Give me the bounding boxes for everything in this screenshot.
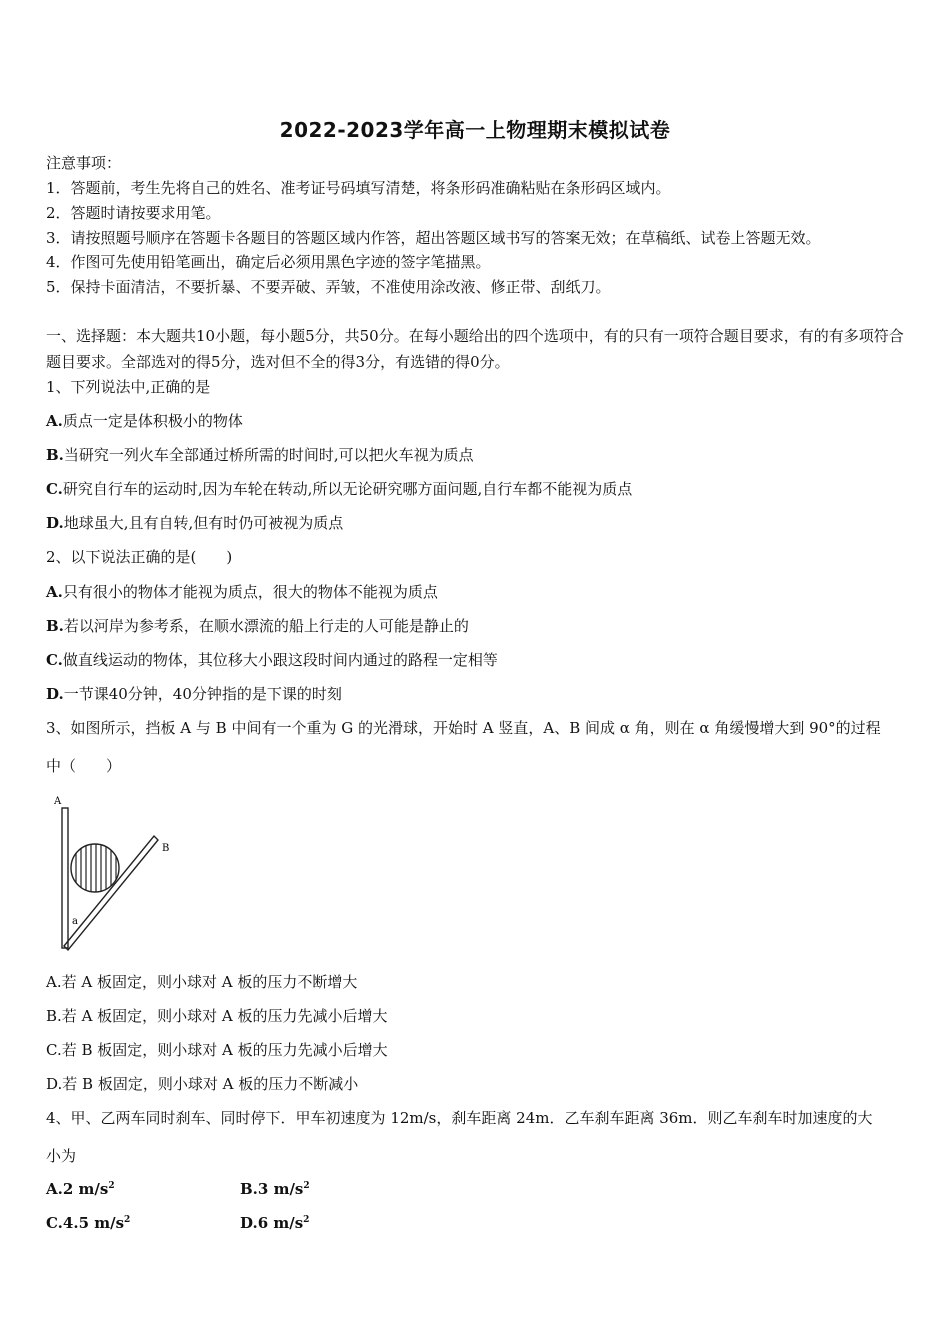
option-label: D. — [46, 514, 64, 532]
q3-option-c — [46, 1039, 910, 1061]
q4-option-d — [240, 1212, 309, 1234]
option-value: 6 — [257, 1214, 269, 1232]
unit: m/s — [273, 1180, 304, 1198]
option-label: D. — [46, 685, 64, 703]
unit-exponent: 2 — [303, 1181, 310, 1191]
q3-option-d — [46, 1073, 910, 1095]
notice-item: 1．答题前，考生先将自己的姓名、准考证号码填写清楚，将条形码准确粘贴在条形码区域内。 — [46, 179, 671, 197]
option-text: 若 A 板固定，则小球对 A 板的压力先减小后增大 — [61, 1007, 388, 1025]
question-1-stem: 1、下列说法中,正确的是 — [46, 378, 211, 396]
option-label: C. — [46, 1214, 63, 1232]
option-label: C. — [46, 651, 63, 669]
option-label: A. — [46, 1180, 63, 1198]
option-text: 地球虽大,且有自转,但有时仍可被视为质点 — [63, 514, 344, 532]
question-3-stem-cont: 中（ ） — [46, 757, 122, 775]
option-label: C. — [46, 1041, 62, 1059]
notice-item: 4．作图可先使用铅笔画出，确定后必须用黑色字迹的签字笔描黑。 — [46, 253, 491, 271]
option-label: A. — [46, 412, 63, 430]
question-4-stem-cont: 小为 — [46, 1147, 77, 1165]
option-label: A. — [46, 583, 63, 601]
option-label: B. — [46, 446, 64, 464]
q1-option-a — [46, 410, 910, 432]
option-value: 2 — [62, 1180, 74, 1198]
section-instructions: 一、选择题：本大题共10小题，每小题5分，共50分。在每小题给出的四个选项中，有的只有一项符合题目要求，有的有多项符合题目要求。全部选对的得5分，选对但不全的得3分，有选错的得0分。 — [46, 327, 904, 371]
option-label: D. — [240, 1214, 258, 1232]
q4-option-a — [46, 1178, 115, 1200]
question-4-stem: 4、甲、乙两车同时刹车、同时停下．甲车初速度为 12m/s，刹车距离 24m．乙车刹车距离 36m．则乙车刹车时加速度的大 — [46, 1109, 873, 1127]
question-3-stem: 3、如图所示，挡板 A 与 B 中间有一个重为 G 的光滑球，开始时 A 竖直，A、B 间成 α 角，则在 α 角缓慢增大到 90°的过程 — [46, 719, 881, 737]
option-text: 若 B 板固定，则小球对 A 板的压力先减小后增大 — [61, 1041, 388, 1059]
angle-label: a — [72, 916, 78, 927]
option-text: 一节课40分钟，40分钟指的是下课的时刻 — [63, 685, 342, 703]
option-text: 当研究一列火车全部通过桥所需的时间时,可以把火车视为质点 — [63, 446, 474, 464]
q1-option-c — [46, 478, 910, 500]
q2-option-a — [46, 581, 910, 603]
unit: m/s — [78, 1180, 109, 1198]
unit-exponent: 2 — [124, 1215, 131, 1225]
question-2-stem: 2、以下说法正确的是( ) — [46, 548, 233, 566]
option-label: B. — [46, 617, 64, 635]
option-value: 3 — [257, 1180, 269, 1198]
q3-option-b — [46, 1005, 910, 1027]
q3-option-a — [46, 971, 910, 993]
option-text: 质点一定是体积极小的物体 — [62, 412, 243, 430]
option-label: D. — [46, 1075, 63, 1093]
option-text: 若以河岸为参考系，在顺水漂流的船上行走的人可能是静止的 — [63, 617, 469, 635]
notice-item: 5．保持卡面清洁，不要折暴、不要弄破、弄皱，不准使用涂改液、修正带、刮纸刀。 — [46, 278, 611, 296]
option-text: 做直线运动的物体，其位移大小跟这段时间内通过的路程一定相等 — [62, 651, 498, 669]
q2-option-d — [46, 683, 910, 705]
notice-item: 2．答题时请按要求用笔。 — [46, 204, 221, 222]
unit-exponent: 2 — [108, 1181, 115, 1191]
q2-option-b — [46, 615, 910, 637]
option-label: B. — [240, 1180, 258, 1198]
q4-option-c — [46, 1212, 130, 1234]
q4-option-b — [240, 1178, 310, 1200]
page-title: 2022-2023学年高一上物理期末模拟试卷 — [279, 118, 671, 142]
notice-item: 3．请按照题号顺序在答题卡各题目的答题区域内作答，超出答题区域书写的答案无效；在草稿纸、试卷上答题无效。 — [46, 229, 821, 247]
option-text: 研究自行车的运动时,因为车轮在转动,所以无论研究哪方面问题,自行车都不能视为质点 — [62, 480, 633, 498]
unit: m/s — [94, 1214, 125, 1232]
unit: m/s — [273, 1214, 304, 1232]
option-text: 只有很小的物体才能视为质点，很大的物体不能视为质点 — [62, 583, 438, 601]
label-a: A — [54, 796, 62, 807]
label-b: B — [162, 843, 170, 854]
q1-option-b — [46, 444, 910, 466]
q2-option-c — [46, 649, 910, 671]
notice-heading: 注意事项： — [46, 154, 122, 172]
board-a — [62, 808, 68, 948]
option-label: B. — [46, 1007, 62, 1025]
option-text: 若 A 板固定，则小球对 A 板的压力不断增大 — [61, 973, 358, 991]
option-value: 4.5 — [62, 1214, 90, 1232]
q3-figure — [48, 792, 188, 957]
unit-exponent: 2 — [303, 1215, 310, 1225]
ball — [71, 842, 119, 894]
option-label: C. — [46, 480, 63, 498]
option-label: A. — [46, 973, 62, 991]
option-text: 若 B 板固定，则小球对 A 板的压力不断减小 — [62, 1075, 359, 1093]
q1-option-d — [46, 512, 910, 534]
